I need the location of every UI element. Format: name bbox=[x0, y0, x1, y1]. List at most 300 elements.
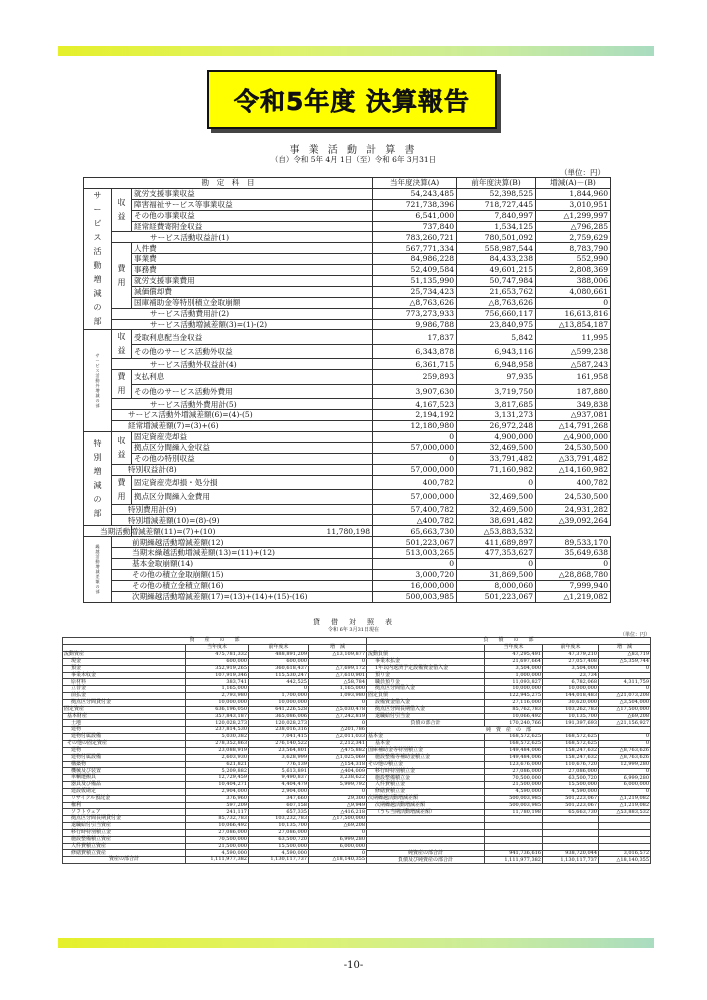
is-previous-value: 38,691,482 bbox=[457, 515, 536, 526]
bs-assets-current: 5,030,382 bbox=[186, 734, 249, 741]
bs-assets-row bbox=[63, 747, 367, 754]
bs-net-previous: 27,086,000 bbox=[543, 768, 599, 775]
is-change-value: 161,958 bbox=[536, 370, 611, 385]
top-decorative-band bbox=[58, 46, 654, 56]
is-previous-value: 501,223,067 bbox=[457, 591, 536, 602]
is-previous-value: 411,689,897 bbox=[457, 537, 536, 548]
bs-net-label: 国庫補助金等特別積立金 bbox=[367, 747, 485, 754]
bs-net-previous: 501,223,067 bbox=[543, 802, 599, 809]
bs-assets-total-previous: 1,130,117,737 bbox=[249, 857, 309, 864]
bs-net-previous: 158,247,632 bbox=[543, 754, 599, 761]
bs-assets-previous: 365,086,006 bbox=[249, 713, 309, 720]
is-row-label: その他の積立金取崩額(15) bbox=[112, 569, 373, 580]
bs-assets-change: 0 bbox=[309, 850, 367, 857]
is-row bbox=[84, 432, 611, 443]
is-header-current: 当年度決算(A) bbox=[373, 178, 457, 189]
is-change-value: △14,791,268 bbox=[536, 421, 611, 432]
bs-net-change: 12,999,280 bbox=[599, 761, 651, 768]
bs-assets-change: △154,318 bbox=[309, 761, 367, 768]
bs-liab-previous: 27,057,408 bbox=[543, 658, 599, 665]
bs-assets-label: 拠点区分間貸付金 bbox=[63, 699, 186, 706]
bs-assets-label: 建物 bbox=[63, 747, 186, 754]
bs-net-current: 168,572,625 bbox=[485, 741, 543, 748]
is-row bbox=[84, 490, 611, 505]
bs-net-blank-cell bbox=[599, 816, 651, 823]
is-row bbox=[84, 265, 611, 276]
bs-assets-change: 6,999,280 bbox=[309, 836, 367, 843]
bs-assets-change: 1,165,000 bbox=[309, 686, 367, 693]
bs-assets-previous: 10,135,700 bbox=[249, 823, 309, 830]
bs-assets-current: 357,843,187 bbox=[186, 713, 249, 720]
bs-assets-current: 241,117 bbox=[186, 809, 249, 816]
balance-sheet-liabilities-table bbox=[366, 637, 651, 864]
bs-assets-label: 前払金 bbox=[63, 693, 186, 700]
is-header-account: 勘 定 科 目 bbox=[84, 178, 373, 189]
bs-assets-label: 機械及び装置 bbox=[63, 768, 186, 775]
is-row bbox=[84, 537, 611, 548]
bs-assets-row bbox=[63, 686, 367, 693]
is-change-value: 7,999,940 bbox=[536, 580, 611, 591]
bs-liab-current: 27,116,000 bbox=[485, 699, 543, 706]
bs-net-section-title: 純 資 産 の 部 bbox=[367, 727, 651, 734]
bs-liab-section-title: 負 債 の 部 bbox=[367, 638, 651, 645]
is-current-value: 17,837 bbox=[373, 330, 457, 345]
bs-assets-current: 278,352,863 bbox=[186, 740, 249, 747]
is-change-value: 24,931,282 bbox=[536, 504, 611, 515]
is-row bbox=[84, 199, 611, 210]
bs-assets-previous: 4,590,000 bbox=[249, 850, 309, 857]
is-previous-value: 6,943,116 bbox=[457, 344, 536, 359]
bs-net-row bbox=[367, 775, 651, 782]
is-row bbox=[84, 243, 611, 254]
bs-net-total-previous: 1,130,117,737 bbox=[543, 857, 599, 864]
income-statement-title: 事 業 活 動 計 算 書 bbox=[289, 145, 418, 156]
bs-liab-label: 事業未払金 bbox=[367, 658, 485, 665]
is-row-label: 障害福祉サービス等事業収益 bbox=[132, 199, 373, 210]
is-previous-value: 0 bbox=[457, 559, 536, 570]
bs-assets-previous: 360,618,437 bbox=[249, 665, 309, 672]
is-current-value: 12,180,980 bbox=[373, 421, 457, 432]
is-change-value: 24,530,500 bbox=[536, 490, 611, 505]
is-row bbox=[84, 569, 611, 580]
is-current-value: 6,541,000 bbox=[373, 210, 457, 221]
bs-assets-current: 621,821 bbox=[186, 761, 249, 768]
bs-liab-change: △21,073,208 bbox=[599, 693, 651, 700]
is-row-label: サービス活動収益計(1) bbox=[112, 232, 373, 243]
bs-assets-current: 600,000 bbox=[186, 658, 249, 665]
is-row-label: 人件費 bbox=[132, 243, 373, 254]
bs-assets-section-title: 資 産 の 部 bbox=[63, 638, 367, 645]
is-row-label: 基本金取崩額(14) bbox=[112, 559, 373, 570]
is-row bbox=[84, 559, 611, 570]
is-change-value: △1,219,082 bbox=[536, 591, 611, 602]
is-row-label: サービス活動外収益計(4) bbox=[112, 359, 373, 370]
is-row bbox=[84, 526, 611, 537]
is-current-value: 57,400,782 bbox=[373, 504, 457, 515]
bs-assets-label: 車輌運搬具 bbox=[63, 775, 186, 782]
bs-assets-previous: 23,564,801 bbox=[249, 747, 309, 754]
is-current-value: 54,243,485 bbox=[373, 188, 457, 199]
bs-assets-label: リサイクル預託金 bbox=[63, 795, 186, 802]
bs-assets-current: 597,209 bbox=[186, 802, 249, 809]
bs-liab-column-header bbox=[367, 645, 651, 652]
bs-assets-row bbox=[63, 761, 367, 768]
bs-assets-current: 475,781,332 bbox=[186, 652, 249, 659]
bs-net-blank-cell bbox=[543, 830, 599, 837]
bs-net-total-row bbox=[367, 850, 651, 857]
bs-liab-total-previous: 191,397,693 bbox=[543, 720, 599, 727]
is-row bbox=[84, 221, 611, 232]
bs-assets-current: 120,028,273 bbox=[186, 720, 249, 727]
is-row-label: その他の積立金積立額(16) bbox=[112, 580, 373, 591]
bs-liab-total-row bbox=[367, 720, 651, 727]
bs-net-label: （うち当期活動増減差額） bbox=[367, 809, 485, 816]
bs-liab-previous: 23,734 bbox=[543, 672, 599, 679]
is-row-label: 当期活動増減差額(11)=(7)+(10) bbox=[84, 526, 132, 537]
bs-liab-current: 11,093,827 bbox=[485, 679, 543, 686]
is-previous-value: 1,534,125 bbox=[457, 221, 536, 232]
bs-assets-change: △7,242,819 bbox=[309, 713, 367, 720]
bs-net-total-previous: 938,720,044 bbox=[543, 850, 599, 857]
is-row-label: 減価償却費 bbox=[132, 286, 373, 297]
is-current-value: 737,840 bbox=[373, 221, 457, 232]
bs-assets-change: 29,300 bbox=[309, 795, 367, 802]
bs-net-blank-cell bbox=[543, 823, 599, 830]
is-change-value: △39,092,264 bbox=[536, 515, 611, 526]
bs-assets-previous: 641,226,528 bbox=[249, 706, 309, 713]
bs-assets-previous: 2,904,000 bbox=[249, 788, 309, 795]
is-previous-value: 32,469,500 bbox=[457, 442, 536, 453]
bs-assets-row bbox=[63, 679, 367, 686]
is-change-value: 4,080,661 bbox=[536, 286, 611, 297]
is-current-value: 400,782 bbox=[373, 475, 457, 490]
bs-assets-change: 3,238,622 bbox=[309, 775, 367, 782]
is-row bbox=[84, 580, 611, 591]
bs-liab-current: 3,504,000 bbox=[485, 665, 543, 672]
bs-assets-label: 原材料 bbox=[63, 679, 186, 686]
bs-assets-label: 建物 bbox=[63, 727, 186, 734]
bs-assets-label: 人件費積立資産 bbox=[63, 843, 186, 850]
bs-assets-current: 85,732,783 bbox=[186, 816, 249, 823]
bs-assets-total-current: 1,111,977,382 bbox=[186, 857, 249, 864]
bs-liab-change: △83,719 bbox=[599, 652, 651, 659]
is-change-value: 3,010,951 bbox=[536, 199, 611, 210]
bs-assets-previous: 9,490,837 bbox=[249, 775, 309, 782]
is-header-row bbox=[84, 178, 611, 189]
is-row bbox=[84, 410, 611, 421]
is-change-value: 0 bbox=[536, 297, 611, 308]
is-row-label: 事務費 bbox=[132, 265, 373, 276]
bs-net-current: 149,484,006 bbox=[485, 754, 543, 761]
bs-assets-total-change: △18,140,355 bbox=[309, 857, 367, 864]
bs-net-row bbox=[367, 768, 651, 775]
bs-liab-label: 拠点区分間長期借入金 bbox=[367, 706, 485, 713]
bs-net-label: その他の積立金 bbox=[367, 761, 485, 768]
is-row bbox=[84, 319, 611, 330]
bs-net-blank-cell bbox=[485, 823, 543, 830]
bs-net-change: △53,883,532 bbox=[599, 809, 651, 816]
bs-net-row bbox=[367, 782, 651, 789]
is-row-label: サービス活動増減差額(3)=(1)-(2) bbox=[112, 319, 373, 330]
is-current-value: 6,343,878 bbox=[373, 344, 457, 359]
bs-assets-col-2: 増 減 bbox=[309, 645, 367, 652]
bs-net-previous: 15,500,000 bbox=[543, 782, 599, 789]
bs-net-change: 0 bbox=[599, 741, 651, 748]
is-previous-value: 52,398,525 bbox=[457, 188, 536, 199]
balance-sheet-assets-table bbox=[62, 637, 367, 864]
bs-assets-label: 修繕費積立資産 bbox=[63, 850, 186, 857]
is-change-value: 187,880 bbox=[536, 384, 611, 399]
is-subgroup-label: 収 益 bbox=[112, 188, 132, 232]
bs-assets-label: 建物付属設備 bbox=[63, 754, 186, 761]
is-group-label: サ ー ビ ス 活 動 増 減 の 部 bbox=[84, 188, 112, 330]
bs-net-label: 基本金 bbox=[367, 734, 485, 741]
bs-assets-change: △201,786 bbox=[309, 727, 367, 734]
bs-net-previous: 110,676,720 bbox=[543, 761, 599, 768]
bs-assets-previous: 0 bbox=[249, 686, 309, 693]
is-previous-value: 33,791,482 bbox=[457, 453, 536, 464]
balance-sheet-date: 令和 6年 3月31日現在 bbox=[328, 627, 379, 633]
bs-liab-total-change: △21,156,927 bbox=[599, 720, 651, 727]
income-statement-period: （自）令和 5年 4月 1日（至）令和 6年 3月31日 bbox=[270, 155, 437, 164]
bs-assets-label: 構築物 bbox=[63, 761, 186, 768]
is-previous-value: 6,948,958 bbox=[457, 359, 536, 370]
bs-net-blank-cell bbox=[485, 830, 543, 837]
bs-assets-change: △1,025,069 bbox=[309, 754, 367, 761]
bs-assets-change: 0 bbox=[309, 788, 367, 795]
bs-net-total-label: 負債及び純資産の部合計 bbox=[367, 857, 485, 864]
bs-assets-row bbox=[63, 713, 367, 720]
is-subgroup-label: 費 用 bbox=[112, 370, 132, 399]
is-change-value: 35,649,638 bbox=[536, 548, 611, 559]
is-previous-value: 32,469,500 bbox=[457, 490, 536, 505]
bs-net-row bbox=[367, 761, 651, 768]
is-change-value: 0 bbox=[536, 559, 611, 570]
bs-assets-previous: 5,613,891 bbox=[249, 768, 309, 775]
bs-assets-change: △2,011,033 bbox=[309, 734, 367, 741]
bs-net-total-row bbox=[367, 857, 651, 864]
bs-liab-row bbox=[367, 652, 651, 659]
balance-sheet-unit: （単位：円） bbox=[620, 632, 651, 638]
bs-liab-col-0: 当年度末 bbox=[485, 645, 543, 652]
is-current-value: △400,782 bbox=[373, 515, 457, 526]
bs-assets-change: △7,610,901 bbox=[309, 672, 367, 679]
bs-assets-previous: 238,016,316 bbox=[249, 727, 309, 734]
bs-assets-label: 建設仮勘定 bbox=[63, 788, 186, 795]
bs-assets-current: 10,404,271 bbox=[186, 782, 249, 789]
bs-net-current: 500,003,985 bbox=[485, 802, 543, 809]
is-change-value: 388,006 bbox=[536, 276, 611, 287]
bs-assets-col-0: 当年度末 bbox=[186, 645, 249, 652]
income-statement-table bbox=[83, 177, 611, 603]
is-change-value: 552,990 bbox=[536, 254, 611, 265]
is-previous-value: 780,501,092 bbox=[457, 232, 536, 243]
is-row-label: 国庫補助金等特別積立金取崩額 bbox=[132, 297, 373, 308]
bs-assets-row bbox=[63, 836, 367, 843]
bs-liab-label: 職員預り金 bbox=[367, 679, 485, 686]
bs-assets-change: △475,882 bbox=[309, 747, 367, 754]
bs-net-change: 6,999,280 bbox=[599, 775, 651, 782]
bs-assets-label: 基本財産 bbox=[63, 713, 186, 720]
bs-assets-current: 4,590,000 bbox=[186, 850, 249, 857]
is-previous-value: 21,653,762 bbox=[457, 286, 536, 297]
is-previous-value: 0 bbox=[457, 475, 536, 490]
is-previous-value: 7,840,997 bbox=[457, 210, 536, 221]
bs-assets-label: ソフトウェア bbox=[63, 809, 186, 816]
is-row-label: 受取利息配当金収益 bbox=[132, 330, 373, 345]
is-row bbox=[84, 188, 611, 199]
is-row bbox=[84, 504, 611, 515]
is-row bbox=[84, 453, 611, 464]
is-current-value: 57,000,000 bbox=[373, 464, 457, 475]
bs-assets-previous: 15,500,000 bbox=[249, 843, 309, 850]
report-title: 令和5年度 決算報告 bbox=[233, 86, 471, 116]
is-row-label: 次期繰越活動増減差額(17)=(13)+(14)+(15)-(16) bbox=[112, 591, 373, 602]
bs-liab-change: △3,504,000 bbox=[599, 699, 651, 706]
is-change-value: △13,854,187 bbox=[536, 319, 611, 330]
bs-assets-current: 70,500,000 bbox=[186, 836, 249, 843]
is-row-label: 拠点区分間繰入金費用 bbox=[132, 490, 373, 505]
bs-liab-label: 拠点区分間借入金 bbox=[367, 686, 485, 693]
is-current-value: 0 bbox=[373, 432, 457, 443]
bs-assets-change: 0 bbox=[309, 720, 367, 727]
bs-assets-previous: 115,530,247 bbox=[249, 672, 309, 679]
is-row-label: 特別費用計(9) bbox=[112, 504, 373, 515]
bs-net-previous: 501,223,067 bbox=[543, 795, 599, 802]
is-change-value: 24,530,500 bbox=[536, 442, 611, 453]
is-previous-value: 3,719,750 bbox=[457, 384, 536, 399]
bs-net-total-change: 3,016,572 bbox=[599, 850, 651, 857]
bs-liab-change: 0 bbox=[599, 686, 651, 693]
bs-net-current: 70,500,000 bbox=[485, 775, 543, 782]
is-row-label: その他の事業収益 bbox=[132, 210, 373, 221]
bs-net-blank-cell bbox=[485, 816, 543, 823]
is-group-label: 繰 越 活 動 増 減 差 額 の 部 bbox=[84, 537, 112, 602]
is-row bbox=[84, 359, 611, 370]
bs-liab-col-2: 増 減 bbox=[599, 645, 651, 652]
bs-net-previous: 4,590,000 bbox=[543, 789, 599, 796]
bs-liab-row bbox=[367, 665, 651, 672]
bs-liab-row bbox=[367, 713, 651, 720]
bs-net-label: 移行時特別積立金 bbox=[367, 768, 485, 775]
is-current-value: 0 bbox=[373, 559, 457, 570]
bs-assets-row bbox=[63, 727, 367, 734]
bs-liab-current: 85,762,783 bbox=[485, 706, 543, 713]
bs-assets-current: 12,729,459 bbox=[186, 775, 249, 782]
bottom-decorative-band bbox=[58, 938, 654, 948]
is-row bbox=[84, 464, 611, 475]
bs-assets-current: 10,066,492 bbox=[186, 823, 249, 830]
bs-assets-change: △13,109,877 bbox=[309, 652, 367, 659]
bs-assets-change: △5,030,478 bbox=[309, 706, 367, 713]
bs-liab-total-current: 170,240,766 bbox=[485, 720, 543, 727]
bs-assets-previous: 276,140,522 bbox=[249, 740, 309, 747]
bs-assets-row bbox=[63, 782, 367, 789]
is-row-label: 就労支援事業収益 bbox=[132, 188, 373, 199]
bs-liab-current: 122,945,275 bbox=[485, 693, 543, 700]
is-row-label: 前期繰越活動増減差額(12) bbox=[112, 537, 373, 548]
bs-liab-change: △69,208 bbox=[599, 713, 651, 720]
bs-net-change: 0 bbox=[599, 789, 651, 796]
is-current-value: △8,763,626 bbox=[373, 297, 457, 308]
is-previous-value: △8,763,626 bbox=[457, 297, 536, 308]
is-row bbox=[84, 344, 611, 359]
bs-assets-previous: 776,139 bbox=[249, 761, 309, 768]
bs-net-blank-cell bbox=[599, 836, 651, 843]
bs-liab-change bbox=[599, 672, 651, 679]
bs-net-total-current: 1,111,977,382 bbox=[485, 857, 543, 864]
bs-net-blank-row bbox=[367, 830, 651, 837]
is-current-value: 4,167,523 bbox=[373, 399, 457, 410]
bs-assets-previous: 27,086,000 bbox=[249, 829, 309, 836]
is-subgroup-label: 費 用 bbox=[112, 475, 132, 504]
bs-assets-previous: 488,891,209 bbox=[249, 652, 309, 659]
is-current-value: 3,000,720 bbox=[373, 569, 457, 580]
is-row-label: 支払利息 bbox=[132, 370, 373, 385]
bs-assets-row bbox=[63, 843, 367, 850]
bs-net-current: 21,500,000 bbox=[485, 782, 543, 789]
is-row-label: 特別収益計(8) bbox=[112, 464, 373, 475]
is-change-value: △587,243 bbox=[536, 359, 611, 370]
is-previous-value: 756,660,117 bbox=[457, 308, 536, 319]
bs-assets-label: 預金 bbox=[63, 665, 186, 672]
bs-assets-current: 376,960 bbox=[186, 795, 249, 802]
is-current-value: 11,780,198 bbox=[132, 526, 373, 537]
bs-assets-change: 2,212,341 bbox=[309, 740, 367, 747]
is-change-value: 8,783,790 bbox=[536, 243, 611, 254]
bs-assets-row bbox=[63, 775, 367, 782]
is-change-value: △14,160,982 bbox=[536, 464, 611, 475]
bs-assets-current: 1,165,000 bbox=[186, 686, 249, 693]
bs-liab-previous: 10,000,000 bbox=[543, 686, 599, 693]
is-previous-value: 32,469,500 bbox=[457, 504, 536, 515]
is-row bbox=[84, 399, 611, 410]
bs-assets-previous: 7,041,415 bbox=[249, 734, 309, 741]
is-previous-value: 8,000,060 bbox=[457, 580, 536, 591]
bs-assets-label: 権利 bbox=[63, 802, 186, 809]
is-row-label: 当期末繰越活動増減差額(13)=(11)+(12) bbox=[112, 548, 373, 559]
bs-net-blank-cell bbox=[367, 816, 485, 823]
is-previous-value: 23,840,975 bbox=[457, 319, 536, 330]
is-previous-value: 65,663,730 bbox=[373, 526, 457, 537]
balance-sheet-title: 貸 借 対 照 表 bbox=[313, 618, 394, 626]
bs-assets-row bbox=[63, 665, 367, 672]
bs-assets-change: 0 bbox=[309, 829, 367, 836]
bs-assets-current: 2,793,980 bbox=[186, 693, 249, 700]
bs-net-total-current: 941,736,616 bbox=[485, 850, 543, 857]
bs-assets-current: 2,603,930 bbox=[186, 754, 249, 761]
bs-assets-current: 107,919,346 bbox=[186, 672, 249, 679]
is-current-value: 259,893 bbox=[373, 370, 457, 385]
is-row bbox=[84, 308, 611, 319]
bs-assets-previous: 3,628,999 bbox=[249, 754, 309, 761]
is-change-value: 2,759,629 bbox=[536, 232, 611, 243]
is-current-value: 500,003,985 bbox=[373, 591, 457, 602]
bs-liab-label: 固定負債 bbox=[367, 693, 485, 700]
bs-net-previous: 168,572,625 bbox=[543, 741, 599, 748]
is-change-value: △33,791,482 bbox=[536, 453, 611, 464]
bs-liab-label: 1年以内返済予定設備資金借入金 bbox=[367, 665, 485, 672]
bs-liab-change: 4,311,759 bbox=[599, 679, 651, 686]
bs-assets-current: 237,814,530 bbox=[186, 727, 249, 734]
is-subgroup-label: 収 益 bbox=[112, 330, 132, 359]
bs-assets-previous: 63,500,720 bbox=[249, 836, 309, 843]
bs-assets-label: 固定資産 bbox=[63, 706, 186, 713]
bs-net-total-change: △18,140,355 bbox=[599, 857, 651, 864]
bs-assets-current: 2,904,000 bbox=[186, 788, 249, 795]
bs-assets-total-label: 資産の部合計 bbox=[63, 857, 186, 864]
bs-liab-previous: 144,018,483 bbox=[543, 693, 599, 700]
